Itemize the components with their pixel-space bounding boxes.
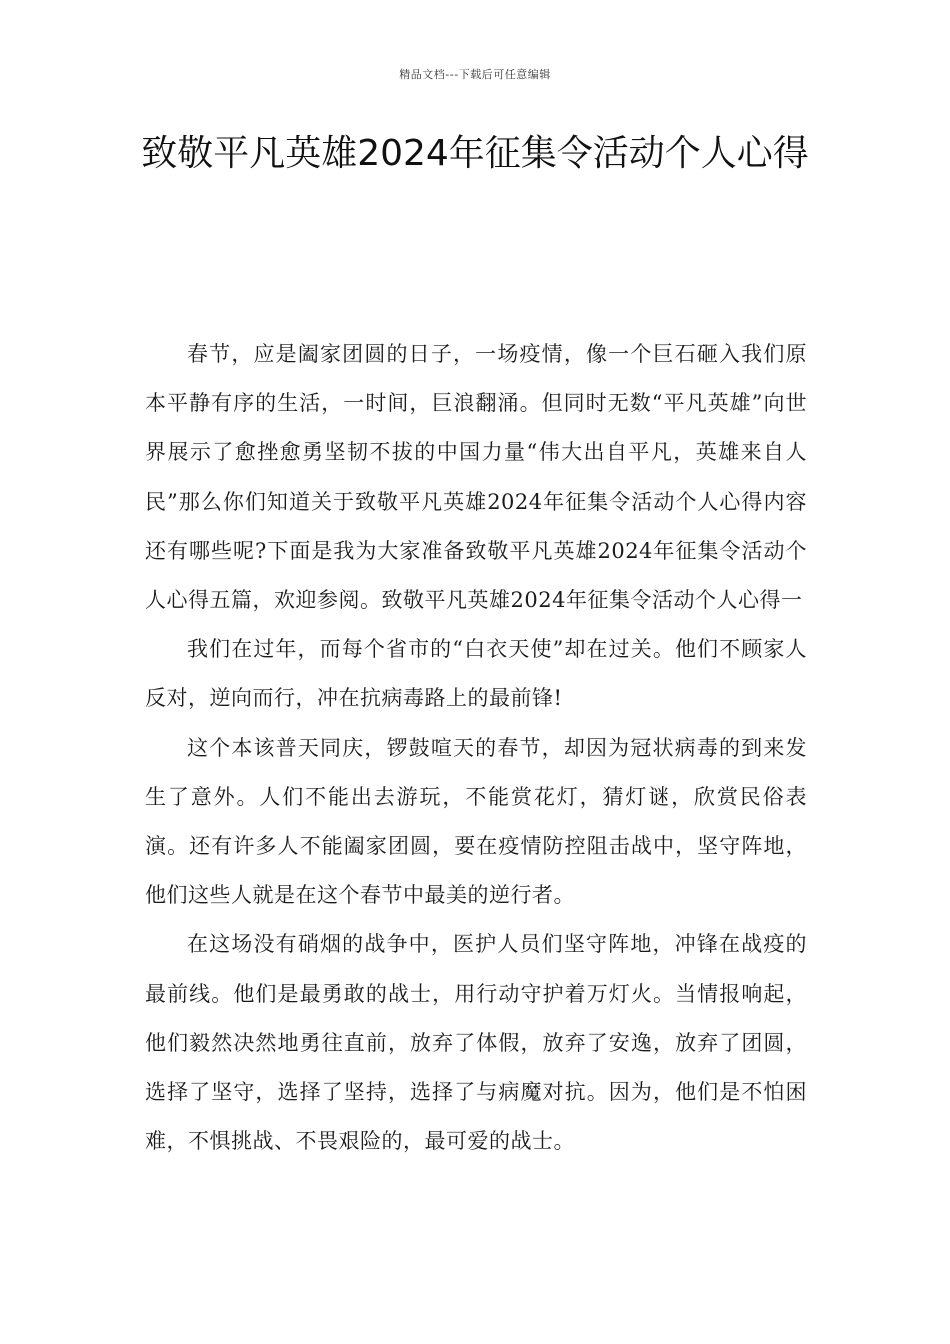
paragraph-4: 在这场没有硝烟的战争中，医护人员们坚守阵地，冲锋在战疫的最前线。他们是最勇敢的战士，用行动守护着万灯火。当情报响起，他们毅然决然地勇往直前，放弃了体假，放弃了安逸，放弃了团圆，选择了坚守，选择了坚持，选择了与病魔对抗。因为，他们是不怕困难，不惧挑战、不畏艰险的，最可爱的战士。 xyxy=(145,932,807,1154)
paragraph-3: 这个本该普天同庆，锣鼓喧天的春节，却因为冠状病毒的到来发生了意外。人们不能出去游玩，不能赏花灯，猜灯谜，欣赏民俗表演。还有许多人不能阖家团圆，要在疫情防控阻击战中，坚守阵地，他们这些人就是在这个春节中最美的逆行者。 xyxy=(145,735,807,908)
document-body xyxy=(145,330,807,1166)
header-note: 精品文档---下载后可任意编辑 xyxy=(399,68,551,81)
document-title: 致敬平凡英雄2024年征集令活动个人心得 xyxy=(141,133,809,174)
paragraph-2: 我们在过年，而每个省市的“白衣天使”却在过关。他们不顾家人反对，逆向而行，冲在抗病毒路上的最前锋! xyxy=(145,637,807,711)
paragraph-intro: 春节，应是阖家团圆的日子，一场疫情，像一个巨石砸入我们原本平静有序的生活，一时间，巨浪翻涌。但同时无数“平凡英雄”向世界展示了愈挫愈勇坚韧不拔的中国力量“伟大出自平凡，英雄来自人民”那么你们知道关于致敬平凡英雄2024年征集令活动个人心得内容还有哪些呢?下面是我为大家准备致敬平凡英雄2024年征集令活动个人心得五篇，欢迎参阅。致敬平凡英雄2024年征集令活动个人心得一 xyxy=(145,342,807,613)
